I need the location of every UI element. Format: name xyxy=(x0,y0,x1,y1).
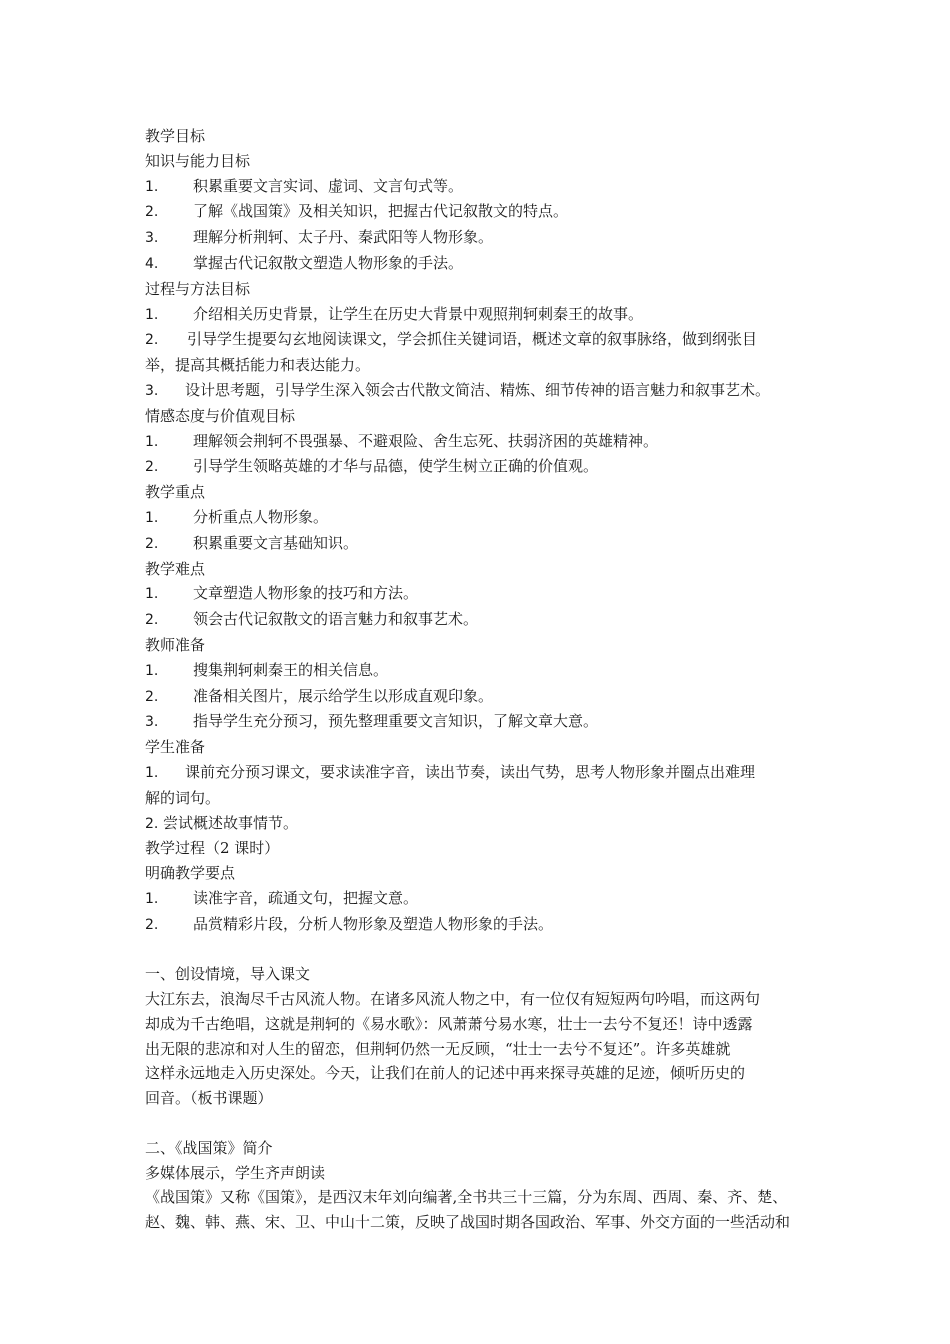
list-item xyxy=(145,302,815,328)
list-item xyxy=(145,684,815,710)
list-text: 领会古代记叙散文的语言魅力和叙事艺术。 xyxy=(193,610,479,629)
list-text: 课前充分预习课文，要求读准字音，读出节奏，读出气势，思考人物形象并圈点出难理 xyxy=(185,762,756,781)
list-item xyxy=(145,225,815,251)
list-item xyxy=(145,709,815,735)
part1-paragraph-line: 回音。（板书课题） xyxy=(145,1089,273,1108)
list-number: 1. xyxy=(145,509,159,526)
part1-title: 一、创设情境，导入课文 xyxy=(145,965,311,984)
list-number: 3. xyxy=(145,714,159,731)
list-text: 理解领会荆轲不畏强暴、不避艰险、舍生忘死、扶弱济困的英雄精神。 xyxy=(193,431,659,450)
part1-paragraph-line: 这样永远地走入历史深处。今天，让我们在前人的记述中再来探寻英雄的足迹，倾听历史的 xyxy=(145,1064,746,1083)
section-title-process: 教学过程（2 课时） xyxy=(145,839,280,858)
list-number: 1. xyxy=(145,433,159,450)
list-item xyxy=(145,174,815,200)
part1-paragraph-line: 却成为千古绝唱，这就是荆轲的《易水歌》：风萧萧兮易水寒，壮士一去兮不复还！诗中透露 xyxy=(145,1014,753,1033)
list-number: 1. xyxy=(145,306,159,323)
list-item xyxy=(145,531,815,557)
list-text: 积累重要文言基础知识。 xyxy=(193,533,359,552)
list-text: 准备相关图片，展示给学生以形成直观印象。 xyxy=(193,686,494,705)
subsection-title-emotion: 情感态度与价值观目标 xyxy=(145,406,296,425)
list-item xyxy=(145,811,815,837)
list-number: 2. xyxy=(145,535,159,552)
section-title-goals: 教学目标 xyxy=(145,127,206,145)
section-title-teacher-prep: 教师准备 xyxy=(145,635,206,654)
list-number: 2. xyxy=(145,815,159,832)
list-item xyxy=(145,760,815,786)
list-number: 1. xyxy=(145,178,159,195)
list-number: 2. xyxy=(145,459,159,476)
part2-paragraph-line: 《战国策》又称《国策》，是西汉末年刘向编著,全书共三十三篇，分为东周、西周、秦、齐、楚、 xyxy=(145,1188,788,1207)
list-number: 4. xyxy=(145,255,159,272)
list-number: 2. xyxy=(145,612,159,629)
subsection-title-process: 过程与方法目标 xyxy=(145,279,251,298)
paragraph-gap xyxy=(145,938,815,963)
list-number: 3. xyxy=(145,382,159,399)
list-text: 积累重要文言实词、虚词、文言句式等。 xyxy=(193,176,464,195)
list-text: 搜集荆轲刺秦王的相关信息。 xyxy=(193,660,389,679)
list-item xyxy=(145,658,815,684)
list-item xyxy=(145,327,815,353)
list-item xyxy=(145,199,815,225)
list-text: 分析重点人物形象。 xyxy=(193,507,329,526)
list-number: 1. xyxy=(145,662,159,679)
section-title-key-points: 教学重点 xyxy=(145,483,206,502)
part2-subtitle: 多媒体展示，学生齐声朗读 xyxy=(145,1163,326,1182)
list-item xyxy=(145,429,815,455)
list-text-continuation: 举，提高其概括能力和表达能力。 xyxy=(145,356,371,375)
subsection-title-knowledge: 知识与能力目标 xyxy=(145,151,251,170)
list-item xyxy=(145,912,815,938)
part1-paragraph-line: 出无限的悲凉和对人生的留恋，但荆轲仍然一无反顾，“壮士一去兮不复还”。许多英雄就 xyxy=(145,1039,731,1058)
section-title-student-prep: 学生准备 xyxy=(145,738,206,757)
list-text: 理解分析荆轲、太子丹、秦武阳等人物形象。 xyxy=(193,228,494,247)
part2-paragraph-line: 赵、魏、韩、燕、宋、卫、中山十二策，反映了战国时期各国政治、军事、外交方面的一些活动和 xyxy=(145,1213,791,1232)
list-item xyxy=(145,886,815,912)
list-text: 尝试概述故事情节。 xyxy=(163,813,299,832)
list-text: 指导学生充分预习，预先整理重要文言知识，了解文章大意。 xyxy=(193,712,599,731)
list-number: 1. xyxy=(145,764,159,781)
list-text: 读准字音，疏通文句，把握文意。 xyxy=(193,888,419,907)
paragraph-gap xyxy=(145,1111,815,1136)
list-item xyxy=(145,454,815,480)
list-number: 1. xyxy=(145,890,159,907)
list-text: 掌握古代记叙散文塑造人物形象的手法。 xyxy=(193,253,464,272)
part2-title: 二、《战国策》简介 xyxy=(145,1138,273,1157)
list-item xyxy=(145,378,815,404)
list-text: 引导学生提要勾玄地阅读课文，学会抓住关键词语，概述文章的叙事脉络，做到纲张目 xyxy=(187,330,758,349)
list-number: 2. xyxy=(145,332,159,349)
subsection-title-key-tasks: 明确教学要点 xyxy=(145,864,236,883)
list-number: 2. xyxy=(145,688,159,705)
list-number: 1. xyxy=(145,586,159,603)
list-text: 文章塑造人物形象的技巧和方法。 xyxy=(193,584,419,603)
list-text: 了解《战国策》及相关知识，把握古代记叙散文的特点。 xyxy=(193,202,569,221)
list-text: 设计思考题，引导学生深入领会古代散文简洁、精炼、细节传神的语言魅力和叙事艺术。 xyxy=(185,380,771,399)
list-number: 3. xyxy=(145,230,159,247)
list-item xyxy=(145,505,815,531)
list-number: 2. xyxy=(145,204,159,221)
list-text-continuation: 解的词句。 xyxy=(145,788,221,807)
part1-paragraph-line: 大江东去，浪淘尽千古风流人物。在诸多风流人物之中，有一位仅有短短两句吟唱，而这两句 xyxy=(145,990,761,1009)
document-body xyxy=(145,124,815,1235)
list-item xyxy=(145,251,815,277)
list-item xyxy=(145,607,815,633)
list-item xyxy=(145,581,815,607)
list-text: 品赏精彩片段，分析人物形象及塑造人物形象的手法。 xyxy=(193,914,554,933)
list-text: 引导学生领略英雄的才华与品德，使学生树立正确的价值观。 xyxy=(193,457,599,476)
list-text: 介绍相关历史背景，让学生在历史大背景中观照荆轲刺秦王的故事。 xyxy=(193,304,644,323)
list-number: 2. xyxy=(145,916,159,933)
section-title-difficulties: 教学难点 xyxy=(145,559,206,578)
